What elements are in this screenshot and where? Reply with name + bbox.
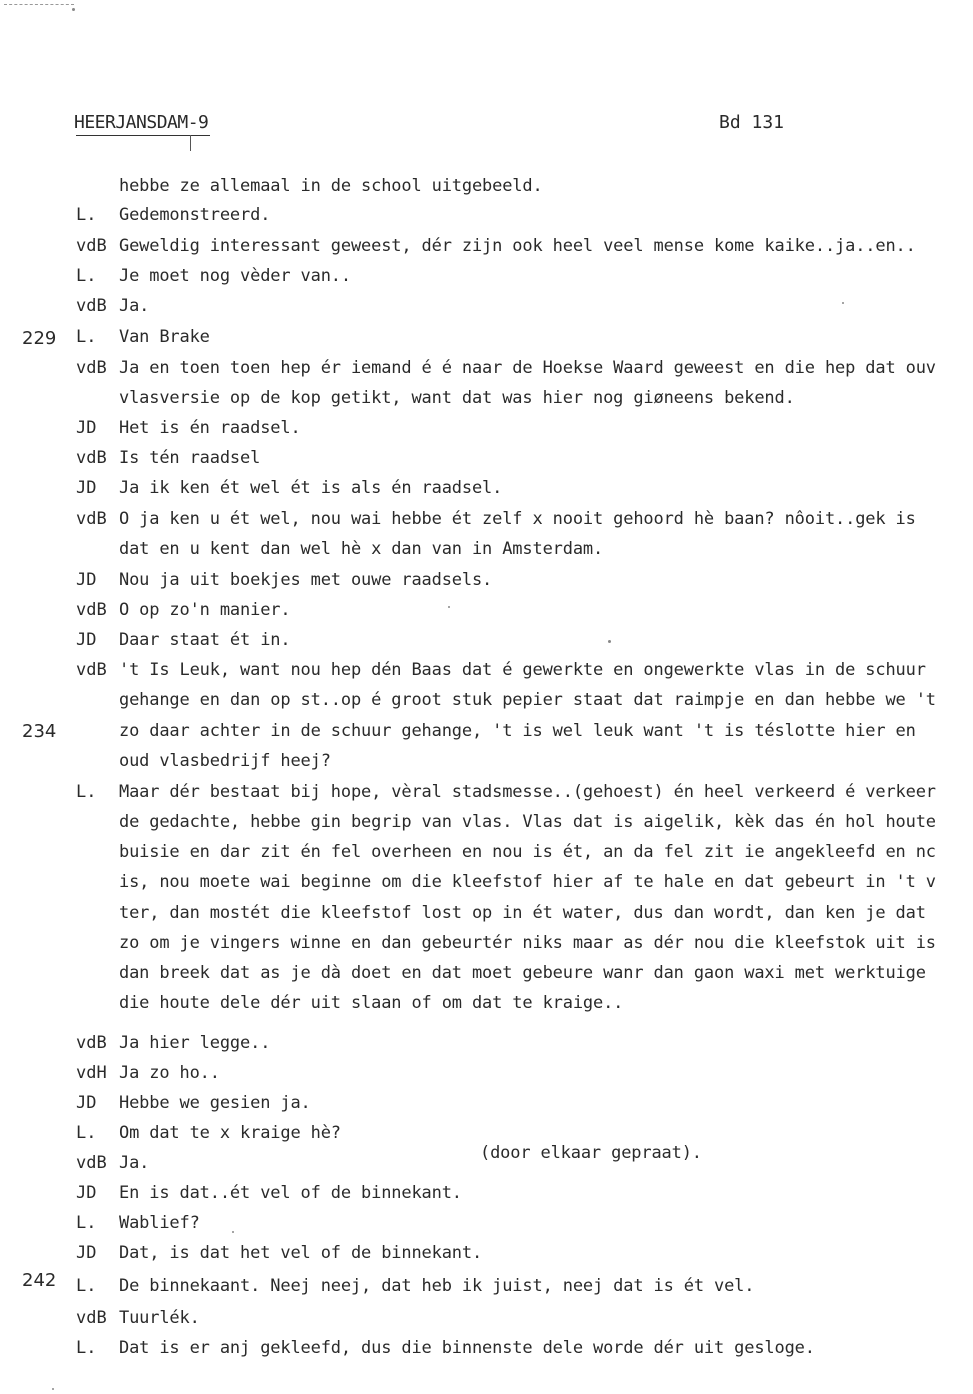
transcript-line: O op zo'n manier. [119,600,291,620]
title-tick-mark [190,135,191,151]
speaker-label: vdB [76,1153,107,1173]
transcript-line: zo daar achter in de schuur gehange, 't is wel leuk want 't is téslotte hier en [119,721,916,741]
transcript-line: gehange en dan op st..op é groot stuk pepier staat dat raimpje en dan hebbe we 't [119,690,936,710]
speaker-label: L. [76,1338,97,1358]
speaker-label: vdB [76,509,107,529]
transcript-line: Dat, is dat het vel of de binnekant. [119,1243,483,1263]
document-title: HEERJANSDAM-9 [74,112,209,133]
speaker-label: vdB [76,358,107,378]
transcript-line: is, nou moete wai beginne om die kleefstof hier af te hale en dat gebeurt in 't v [119,872,936,892]
transcript-line: Ja hier legge.. [119,1033,271,1053]
speck [52,1388,54,1390]
transcript-line: vlasversie op de kop getikt, want dat was hier nog giøneens bekend. [119,388,795,408]
speaker-label: L. [76,1123,97,1143]
speaker-label: vdB [76,600,107,620]
transcript-line: De binnekaant. Neej neej, dat heb ik juist, neej dat is ét vel. [119,1276,755,1296]
speck [72,8,75,11]
transcript-line: ter, dan mostét die kleefstof lost op in ét water, dus dan wordt, dan ken je dat [119,903,926,923]
margin-number: 234 [22,721,57,742]
transcript-line: Ja. [119,1153,150,1173]
speck [232,1231,234,1233]
speaker-label: L. [76,782,97,802]
transcript-line: oud vlasbedrijf heej? [119,751,331,771]
speck [448,606,450,608]
corner-scribble [4,4,74,7]
speaker-label: vdB [76,296,107,316]
speaker-label: vdB [76,1308,107,1328]
speaker-label: L. [76,1276,97,1296]
transcript-line: Hebbe we gesien ja. [119,1093,311,1113]
transcript-line: Om dat te x kraige hè? [119,1123,341,1143]
speaker-label: JD [76,418,97,438]
speck [608,640,611,643]
transcript-line: de gedachte, hebbe gin begrip van vlas. Vlas dat is aigelik, kèk das én hol houte [119,812,936,832]
transcript-line: dat en u kent dan wel hè x dan van in Amsterdam. [119,539,604,559]
transcript-line: Het is én raadsel. [119,418,301,438]
transcript-line: hebbe ze allemaal in de school uitgebeeld. [119,176,543,196]
margin-number: 242 [22,1270,57,1291]
speaker-label: vdB [76,1033,107,1053]
transcript-line: zo om je vingers winne en dan gebeurtér niks maar as dér nou die kleefstok uit is [119,933,936,953]
speaker-label: vdB [76,448,107,468]
speaker-label: JD [76,570,97,590]
speaker-label: JD [76,478,97,498]
speaker-label: L. [76,1213,97,1233]
speck [842,302,844,304]
speaker-label: vdH [76,1063,107,1083]
speaker-label: JD [76,1243,97,1263]
transcript-line: Tuurlék. [119,1308,200,1328]
transcript-line: Wablief? [119,1213,200,1233]
speaker-label: L. [76,266,97,286]
transcript-line: Is tén raadsel [119,448,261,468]
transcript-line: Nou ja uit boekjes met ouwe raadsels. [119,570,493,590]
speaker-label: L. [76,327,97,347]
speaker-label: JD [76,1183,97,1203]
margin-number: 229 [22,328,57,349]
transcript-line: En is dat..ét vel of de binnekant. [119,1183,462,1203]
speaker-label: L. [76,205,97,225]
transcript-line: Van Brake [119,327,210,347]
transcript-line: Daar staat ét in. [119,630,291,650]
transcript-line: 't Is Leuk, want nou hep dén Baas dat é gewerkte en ongewerkte vlas in de schuur [119,660,926,680]
transcript-line: Geweldig interessant geweest, dér zijn ook heel veel mense kome kaike..ja..en.. [119,236,916,256]
transcript-line: dan breek dat as je dà doet en dat moet gebeure wanr dan gaon waxi met werktuige [119,963,926,983]
transcript-line: buisie en dar zit én fel overheen en nou is ét, an da fel zit ie angekleefd en nc [119,842,936,862]
transcript-line: Maar dér bestaat bij hope, vèral stadsmesse..(gehoest) én heel verkeerd é verkeer [119,782,936,802]
transcript-line: die houte dele dér uit slaan of om dat te kraige.. [119,993,624,1013]
transcript-line: Je moet nog vèder van.. [119,266,351,286]
transcript-line: Ja en toen toen hep ér iemand é é naar de Hoekse Waard geweest en die hep dat ouv [119,358,936,378]
transcript-line: Dat is er anj gekleefd, dus die binnenste dele worde dér uit gesloge. [119,1338,815,1358]
page-reference: Bd 131 [719,112,785,133]
speaker-label: vdB [76,660,107,680]
transcript-line: Gedemonstreerd. [119,205,271,225]
speaker-label: vdB [76,236,107,256]
transcript-line: Ja. [119,296,150,316]
transcript-line: O ja ken u ét wel, nou wai hebbe ét zelf x nooit gehoord hè baan? nôoit..gek is [119,509,916,529]
transcript-line: Ja zo ho.. [119,1063,220,1083]
aside-note: (door elkaar gepraat). [480,1143,702,1163]
speaker-label: JD [76,1093,97,1113]
transcript-line: Ja ik ken ét wel ét is als én raadsel. [119,478,503,498]
speaker-label: JD [76,630,97,650]
